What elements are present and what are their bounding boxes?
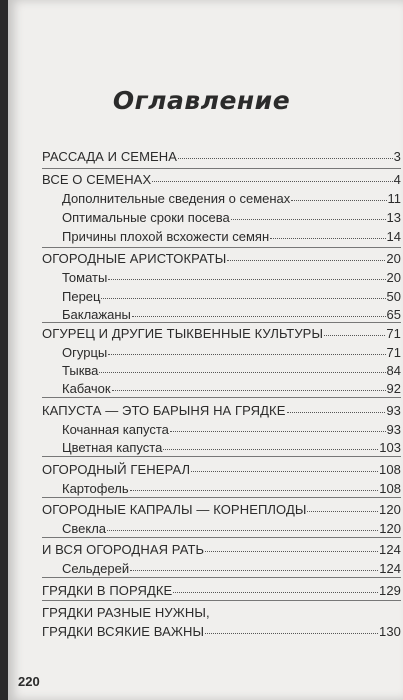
toc-entry-page: 120 [379, 502, 401, 517]
toc-entry-page: 120 [379, 521, 401, 536]
toc-entry [62, 481, 401, 496]
toc-entry [62, 422, 401, 437]
section-divider [42, 537, 401, 538]
toc-entry [62, 381, 401, 396]
toc-entry-page: 20 [386, 251, 401, 266]
toc-entry-label: КАПУСТА — ЭТО БАРЫНЯ НА ГРЯДКЕ [42, 403, 286, 418]
dot-leader [291, 200, 386, 201]
dot-leader [170, 431, 386, 432]
toc-entry-label: Оптимальные сроки посева [62, 210, 230, 225]
section-divider [42, 497, 401, 498]
dot-leader [307, 511, 378, 512]
toc-entry [42, 583, 401, 598]
toc-entry [62, 307, 401, 322]
section-divider [42, 322, 401, 323]
section-divider [42, 168, 401, 169]
dot-leader [108, 354, 385, 355]
dot-leader [324, 335, 385, 336]
toc-entry-page: 129 [379, 583, 401, 598]
dot-leader [191, 471, 378, 472]
section-divider [42, 577, 401, 578]
toc-entry-page: 13 [386, 210, 401, 225]
section-divider [42, 456, 401, 457]
toc-entry-page: 108 [379, 462, 401, 477]
toc-entry [42, 172, 401, 187]
toc-entry [62, 191, 401, 206]
dot-leader [227, 260, 385, 261]
dot-leader [205, 551, 378, 552]
toc-entry [42, 624, 401, 639]
section-divider [42, 397, 401, 398]
toc-entry [62, 521, 401, 536]
toc-entry [42, 403, 401, 418]
toc-entry-label: Картофель [62, 481, 129, 496]
toc-entry-label: Кочанная капуста [62, 422, 169, 437]
toc-entry [62, 440, 401, 455]
toc-entry-page: 84 [386, 363, 401, 378]
dot-leader [132, 316, 386, 317]
toc-entry-page: 108 [379, 481, 401, 496]
toc-entry-label: ВСЕ О СЕМЕНАХ [42, 172, 152, 187]
toc-entry-label: Тыква [62, 363, 99, 378]
toc-entry-page: 71 [386, 345, 401, 360]
dot-leader [101, 298, 385, 299]
toc-entry-page: 130 [379, 624, 401, 639]
toc-entry-label: Томаты [62, 270, 108, 285]
toc-entry-page: 93 [386, 403, 401, 418]
toc-entry-label: ОГОРОДНЫЕ КАПРАЛЫ — КОРНЕПЛОДЫ [42, 502, 307, 517]
page-number: 220 [18, 674, 40, 689]
toc-entry-label: ОГОРОДНЫЕ АРИСТОКРАТЫ [42, 251, 227, 266]
toc-entry [62, 561, 401, 576]
toc-entry-label: Цветная капуста [62, 440, 163, 455]
dot-leader [107, 530, 378, 531]
toc-entry [62, 229, 401, 244]
toc-entry [42, 502, 401, 517]
dot-leader [152, 181, 392, 182]
toc-entry-label: Кабачок [62, 381, 111, 396]
page-title: Оглавление [112, 86, 291, 115]
toc-entry [62, 345, 401, 360]
toc-entry-page: 124 [379, 542, 401, 557]
toc-entry-label: И ВСЯ ОГОРОДНАЯ РАТЬ [42, 542, 205, 557]
toc-entry [62, 289, 401, 304]
dot-leader [112, 390, 386, 391]
toc-entry-label: Баклажаны [62, 307, 131, 322]
dot-leader [205, 633, 378, 634]
toc-entry-label-line: ГРЯДКИ РАЗНЫЕ НУЖНЫ, [42, 605, 210, 620]
toc-entry-page: 124 [379, 561, 401, 576]
dot-leader [287, 412, 386, 413]
dot-leader [99, 372, 385, 373]
toc-entry [62, 270, 401, 285]
toc-entry [42, 542, 401, 557]
toc-entry-page: 4 [393, 172, 401, 187]
toc-entry-page: 14 [386, 229, 401, 244]
toc-entry-label: ГРЯДКИ В ПОРЯДКЕ [42, 583, 173, 598]
toc-entry-page: 50 [386, 289, 401, 304]
dot-leader [231, 219, 386, 220]
toc-entry-page: 65 [386, 307, 401, 322]
toc-entry-label: ОГОРОДНЫЙ ГЕНЕРАЛ [42, 462, 191, 477]
toc-entry-label: ОГУРЕЦ И ДРУГИЕ ТЫКВЕННЫЕ КУЛЬТУРЫ [42, 326, 324, 341]
toc-entry-label: Огурцы [62, 345, 108, 360]
toc-entry-label: Перец [62, 289, 101, 304]
dot-leader [108, 279, 385, 280]
toc-entry [42, 251, 401, 266]
toc-entry-label: Дополнительные сведения о семенах [62, 191, 291, 206]
dot-leader [163, 449, 378, 450]
toc-entry-page: 3 [393, 149, 401, 164]
toc-entry-label: ГРЯДКИ ВСЯКИЕ ВАЖНЫ [42, 624, 205, 639]
toc-entry [62, 363, 401, 378]
toc-entry-page: 71 [386, 326, 401, 341]
toc-entry-page: 20 [386, 270, 401, 285]
toc-entry [42, 326, 401, 341]
dot-leader [173, 592, 378, 593]
toc-entry [62, 210, 401, 225]
toc-entry [42, 462, 401, 477]
dot-leader [270, 238, 385, 239]
toc-entry-label: РАССАДА И СЕМЕНА [42, 149, 178, 164]
toc-entry-page: 92 [386, 381, 401, 396]
toc-entry-page: 103 [379, 440, 401, 455]
toc-entry-label: Свекла [62, 521, 107, 536]
dot-leader [130, 490, 379, 491]
toc-entry-page: 11 [387, 191, 401, 206]
toc-entry-page: 93 [386, 422, 401, 437]
dot-leader [178, 158, 393, 159]
section-divider [42, 600, 401, 601]
toc-entry-label: Причины плохой всхожести семян [62, 229, 270, 244]
section-divider [42, 247, 401, 248]
dot-leader [130, 570, 378, 571]
toc-entry [42, 149, 401, 164]
toc-entry-label: Сельдерей [62, 561, 130, 576]
